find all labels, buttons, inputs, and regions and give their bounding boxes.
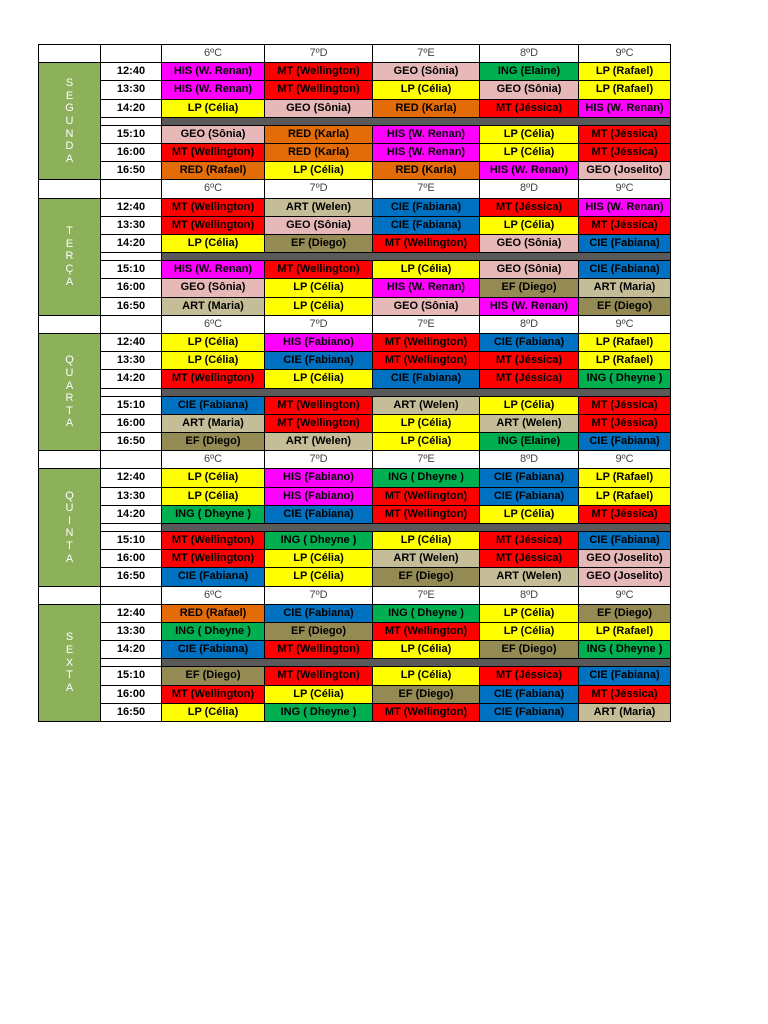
lesson-cell: CIE (Fabiana) — [372, 216, 480, 235]
lesson-cell: MT (Wellington) — [161, 531, 265, 550]
lesson-cell: LP (Célia) — [479, 216, 579, 235]
lesson-cell: CIE (Fabiana) — [264, 351, 373, 370]
lesson-cell: RED (Karla) — [264, 143, 373, 162]
time-slot: 15:10 — [100, 396, 162, 415]
class-header-9ºC: 9ºC — [578, 44, 671, 63]
lesson-cell: HIS (W. Renan) — [372, 125, 480, 144]
lesson-cell: MT (Jéssica) — [578, 216, 671, 235]
lesson-cell: HIS (W. Renan) — [161, 80, 265, 99]
lesson-cell: LP (Célia) — [264, 297, 373, 316]
lesson-cell: MT (Jéssica) — [479, 198, 579, 217]
time-slot: 16:00 — [100, 549, 162, 568]
time-slot: 13:30 — [100, 216, 162, 235]
lesson-cell: HIS (W. Renan) — [479, 161, 579, 180]
lesson-cell: LP (Célia) — [161, 234, 265, 253]
lesson-cell: LP (Célia) — [372, 531, 480, 550]
lesson-cell: ART (Welen) — [372, 549, 480, 568]
lesson-cell: CIE (Fabiana) — [479, 685, 579, 704]
lesson-cell: MT (Jéssica) — [479, 549, 579, 568]
time-slot: 14:20 — [100, 640, 162, 659]
lesson-cell: LP (Célia) — [479, 622, 579, 641]
lesson-cell: MT (Jéssica) — [578, 505, 671, 524]
lesson-cell: EF (Diego) — [161, 432, 265, 451]
lesson-cell: GEO (Sônia) — [161, 278, 265, 297]
time-slot: 14:20 — [100, 505, 162, 524]
lesson-cell: ART (Maria) — [161, 297, 265, 316]
time-slot: 13:30 — [100, 351, 162, 370]
time-slot: 12:40 — [100, 604, 162, 623]
lesson-cell: GEO (Sônia) — [372, 62, 480, 81]
lesson-cell: GEO (Sônia) — [479, 234, 579, 253]
lesson-cell: CIE (Fabiana) — [372, 198, 480, 217]
lesson-cell: LP (Rafael) — [578, 333, 671, 352]
lesson-cell: LP (Célia) — [479, 604, 579, 623]
lesson-cell: LP (Célia) — [264, 567, 373, 586]
lesson-cell: LP (Célia) — [161, 333, 265, 352]
lesson-cell: GEO (Sônia) — [264, 99, 373, 118]
lesson-cell: ART (Maria) — [578, 278, 671, 297]
lesson-cell: MT (Wellington) — [161, 369, 265, 388]
lesson-cell: MT (Wellington) — [161, 685, 265, 704]
lesson-cell: LP (Célia) — [161, 99, 265, 118]
class-header-6ºC: 6ºC — [161, 179, 265, 198]
lesson-cell: HIS (Fabiano) — [264, 333, 373, 352]
time-slot: 13:30 — [100, 622, 162, 641]
lesson-cell: LP (Rafael) — [578, 80, 671, 99]
time-slot: 15:10 — [100, 260, 162, 279]
lesson-cell: CIE (Fabiana) — [161, 396, 265, 415]
day-label-2: Q U A R T A — [38, 333, 101, 451]
day-label-0: S E G U N D A — [38, 62, 101, 180]
class-header-8ºD: 8ºD — [479, 44, 579, 63]
lesson-cell: ART (Maria) — [578, 703, 671, 722]
header-blank — [38, 179, 101, 198]
lesson-cell: LP (Célia) — [161, 487, 265, 506]
lesson-cell: CIE (Fabiana) — [264, 505, 373, 524]
lesson-cell: MT (Wellington) — [372, 234, 480, 253]
lesson-cell: MT (Jéssica) — [479, 369, 579, 388]
class-header-9ºC: 9ºC — [578, 586, 671, 605]
lesson-cell: LP (Célia) — [264, 685, 373, 704]
lesson-cell: LP (Rafael) — [578, 487, 671, 506]
lesson-cell: HIS (W. Renan) — [372, 278, 480, 297]
header-blank — [100, 586, 162, 605]
lesson-cell: LP (Célia) — [372, 640, 480, 659]
time-slot: 15:10 — [100, 666, 162, 685]
time-slot: 16:50 — [100, 297, 162, 316]
lesson-cell: LP (Célia) — [264, 369, 373, 388]
lesson-cell: MT (Jéssica) — [479, 351, 579, 370]
lesson-cell: MT (Wellington) — [161, 216, 265, 235]
time-slot: 16:50 — [100, 161, 162, 180]
class-header-9ºC: 9ºC — [578, 450, 671, 469]
lesson-cell: LP (Rafael) — [578, 351, 671, 370]
lesson-cell: LP (Célia) — [264, 549, 373, 568]
lesson-cell: ART (Welen) — [479, 414, 579, 433]
lesson-cell: ING ( Dheyne ) — [161, 622, 265, 641]
lesson-cell: LP (Célia) — [479, 125, 579, 144]
lesson-cell: RED (Rafael) — [161, 604, 265, 623]
lesson-cell: ING (Elaine) — [479, 62, 579, 81]
lesson-cell: MT (Wellington) — [161, 143, 265, 162]
class-header-7ºD: 7ºD — [264, 586, 373, 605]
lesson-cell: CIE (Fabiana) — [578, 432, 671, 451]
lesson-cell: ING (Elaine) — [479, 432, 579, 451]
class-header-7ºD: 7ºD — [264, 44, 373, 63]
lesson-cell: CIE (Fabiana) — [479, 703, 579, 722]
lesson-cell: GEO (Sônia) — [372, 297, 480, 316]
lesson-cell: GEO (Sônia) — [161, 125, 265, 144]
lesson-cell: MT (Jéssica) — [578, 125, 671, 144]
lesson-cell: MT (Jéssica) — [479, 99, 579, 118]
time-slot: 15:10 — [100, 531, 162, 550]
lesson-cell: RED (Karla) — [264, 125, 373, 144]
class-header-6ºC: 6ºC — [161, 450, 265, 469]
class-header-7ºE: 7ºE — [372, 179, 480, 198]
time-slot: 16:50 — [100, 703, 162, 722]
lesson-cell: MT (Wellington) — [264, 414, 373, 433]
lesson-cell: ART (Welen) — [264, 198, 373, 217]
time-slot: 14:20 — [100, 99, 162, 118]
lesson-cell: LP (Célia) — [161, 703, 265, 722]
lesson-cell: CIE (Fabiana) — [161, 567, 265, 586]
lesson-cell: GEO (Joselito) — [578, 549, 671, 568]
lesson-cell: LP (Célia) — [372, 414, 480, 433]
time-slot: 15:10 — [100, 125, 162, 144]
lesson-cell: GEO (Sônia) — [479, 260, 579, 279]
lesson-cell: ART (Maria) — [161, 414, 265, 433]
lesson-cell: CIE (Fabiana) — [479, 468, 579, 487]
lesson-cell: MT (Jéssica) — [578, 396, 671, 415]
lesson-cell: MT (Wellington) — [372, 351, 480, 370]
time-slot: 14:20 — [100, 369, 162, 388]
class-header-6ºC: 6ºC — [161, 315, 265, 334]
lesson-cell: MT (Wellington) — [264, 80, 373, 99]
lesson-cell: CIE (Fabiana) — [578, 260, 671, 279]
lesson-cell: EF (Diego) — [264, 622, 373, 641]
header-blank — [100, 179, 162, 198]
lesson-cell: GEO (Joselito) — [578, 161, 671, 180]
lesson-cell: ING ( Dheyne ) — [578, 640, 671, 659]
lesson-cell: CIE (Fabiana) — [264, 604, 373, 623]
class-header-7ºD: 7ºD — [264, 450, 373, 469]
lesson-cell: MT (Wellington) — [264, 640, 373, 659]
lesson-cell: GEO (Joselito) — [578, 567, 671, 586]
class-header-7ºE: 7ºE — [372, 586, 480, 605]
lesson-cell: MT (Jéssica) — [578, 414, 671, 433]
lesson-cell: HIS (W. Renan) — [578, 198, 671, 217]
time-slot: 12:40 — [100, 468, 162, 487]
lesson-cell: CIE (Fabiana) — [578, 666, 671, 685]
lesson-cell: CIE (Fabiana) — [479, 487, 579, 506]
time-slot: 12:40 — [100, 333, 162, 352]
lesson-cell: ING ( Dheyne ) — [161, 505, 265, 524]
class-header-7ºD: 7ºD — [264, 315, 373, 334]
lesson-cell: LP (Célia) — [372, 260, 480, 279]
time-slot: 16:50 — [100, 432, 162, 451]
lesson-cell: MT (Wellington) — [264, 260, 373, 279]
lesson-cell: GEO (Sônia) — [479, 80, 579, 99]
header-blank — [38, 450, 101, 469]
class-header-7ºE: 7ºE — [372, 450, 480, 469]
lesson-cell: HIS (W. Renan) — [578, 99, 671, 118]
time-slot: 14:20 — [100, 234, 162, 253]
header-blank — [38, 586, 101, 605]
class-header-6ºC: 6ºC — [161, 44, 265, 63]
class-header-7ºD: 7ºD — [264, 179, 373, 198]
class-header-8ºD: 8ºD — [479, 315, 579, 334]
lesson-cell: EF (Diego) — [372, 567, 480, 586]
time-slot: 16:00 — [100, 685, 162, 704]
lesson-cell: LP (Célia) — [479, 143, 579, 162]
lesson-cell: HIS (W. Renan) — [161, 260, 265, 279]
lesson-cell: MT (Jéssica) — [479, 531, 579, 550]
lesson-cell: HIS (W. Renan) — [372, 143, 480, 162]
lesson-cell: CIE (Fabiana) — [161, 640, 265, 659]
class-header-9ºC: 9ºC — [578, 315, 671, 334]
lesson-cell: EF (Diego) — [479, 640, 579, 659]
header-blank — [38, 315, 101, 334]
lesson-cell: HIS (Fabiano) — [264, 487, 373, 506]
class-header-8ºD: 8ºD — [479, 586, 579, 605]
time-slot: 16:50 — [100, 567, 162, 586]
lesson-cell: LP (Célia) — [372, 80, 480, 99]
lesson-cell: MT (Wellington) — [372, 622, 480, 641]
lesson-cell: EF (Diego) — [479, 278, 579, 297]
lesson-cell: LP (Rafael) — [578, 62, 671, 81]
lesson-cell: LP (Célia) — [264, 161, 373, 180]
header-blank — [38, 44, 101, 63]
lesson-cell: CIE (Fabiana) — [479, 333, 579, 352]
lesson-cell: MT (Wellington) — [372, 487, 480, 506]
lesson-cell: HIS (Fabiano) — [264, 468, 373, 487]
lesson-cell: EF (Diego) — [161, 666, 265, 685]
lesson-cell: LP (Célia) — [161, 351, 265, 370]
header-blank — [100, 315, 162, 334]
lesson-cell: MT (Jéssica) — [479, 666, 579, 685]
lesson-cell: ING ( Dheyne ) — [264, 531, 373, 550]
lesson-cell: MT (Wellington) — [264, 396, 373, 415]
time-slot: 16:00 — [100, 143, 162, 162]
lesson-cell: ART (Welen) — [372, 396, 480, 415]
lesson-cell: MT (Wellington) — [161, 549, 265, 568]
class-header-6ºC: 6ºC — [161, 586, 265, 605]
lesson-cell: MT (Jéssica) — [578, 143, 671, 162]
lesson-cell: LP (Célia) — [372, 432, 480, 451]
header-blank — [100, 450, 162, 469]
lesson-cell: RED (Rafael) — [161, 161, 265, 180]
time-slot: 16:00 — [100, 414, 162, 433]
class-header-7ºE: 7ºE — [372, 315, 480, 334]
lesson-cell: LP (Rafael) — [578, 622, 671, 641]
class-header-9ºC: 9ºC — [578, 179, 671, 198]
lesson-cell: EF (Diego) — [372, 685, 480, 704]
lesson-cell: CIE (Fabiana) — [578, 531, 671, 550]
day-label-4: S E X T A — [38, 604, 101, 722]
time-slot: 13:30 — [100, 80, 162, 99]
lesson-cell: LP (Célia) — [161, 468, 265, 487]
class-header-7ºE: 7ºE — [372, 44, 480, 63]
lesson-cell: HIS (W. Renan) — [161, 62, 265, 81]
lesson-cell: MT (Wellington) — [372, 505, 480, 524]
lesson-cell: LP (Rafael) — [578, 468, 671, 487]
lesson-cell: ING ( Dheyne ) — [372, 468, 480, 487]
lesson-cell: ING ( Dheyne ) — [578, 369, 671, 388]
lesson-cell: ING ( Dheyne ) — [264, 703, 373, 722]
lesson-cell: MT (Wellington) — [264, 666, 373, 685]
lesson-cell: LP (Célia) — [264, 278, 373, 297]
time-slot: 13:30 — [100, 487, 162, 506]
day-label-3: Q U I N T A — [38, 468, 101, 586]
lesson-cell: EF (Diego) — [578, 297, 671, 316]
lesson-cell: GEO (Sônia) — [264, 216, 373, 235]
lesson-cell: ING ( Dheyne ) — [372, 604, 480, 623]
time-slot: 12:40 — [100, 62, 162, 81]
class-header-8ºD: 8ºD — [479, 450, 579, 469]
time-slot: 12:40 — [100, 198, 162, 217]
lesson-cell: CIE (Fabiana) — [578, 234, 671, 253]
lesson-cell: MT (Wellington) — [372, 703, 480, 722]
lesson-cell: MT (Wellington) — [372, 333, 480, 352]
class-header-8ºD: 8ºD — [479, 179, 579, 198]
lesson-cell: LP (Célia) — [479, 396, 579, 415]
lesson-cell: EF (Diego) — [578, 604, 671, 623]
header-blank — [100, 44, 162, 63]
lesson-cell: EF (Diego) — [264, 234, 373, 253]
lesson-cell: HIS (W. Renan) — [479, 297, 579, 316]
lesson-cell: MT (Wellington) — [161, 198, 265, 217]
lesson-cell: MT (Jéssica) — [578, 685, 671, 704]
lesson-cell: ART (Welen) — [264, 432, 373, 451]
lesson-cell: RED (Karla) — [372, 161, 480, 180]
lesson-cell: CIE (Fabiana) — [372, 369, 480, 388]
lesson-cell: LP (Célia) — [372, 666, 480, 685]
lesson-cell: LP (Célia) — [479, 505, 579, 524]
time-slot: 16:00 — [100, 278, 162, 297]
lesson-cell: MT (Wellington) — [264, 62, 373, 81]
lesson-cell: ART (Welen) — [479, 567, 579, 586]
day-label-1: T E R Ç A — [38, 198, 101, 316]
lesson-cell: RED (Karla) — [372, 99, 480, 118]
